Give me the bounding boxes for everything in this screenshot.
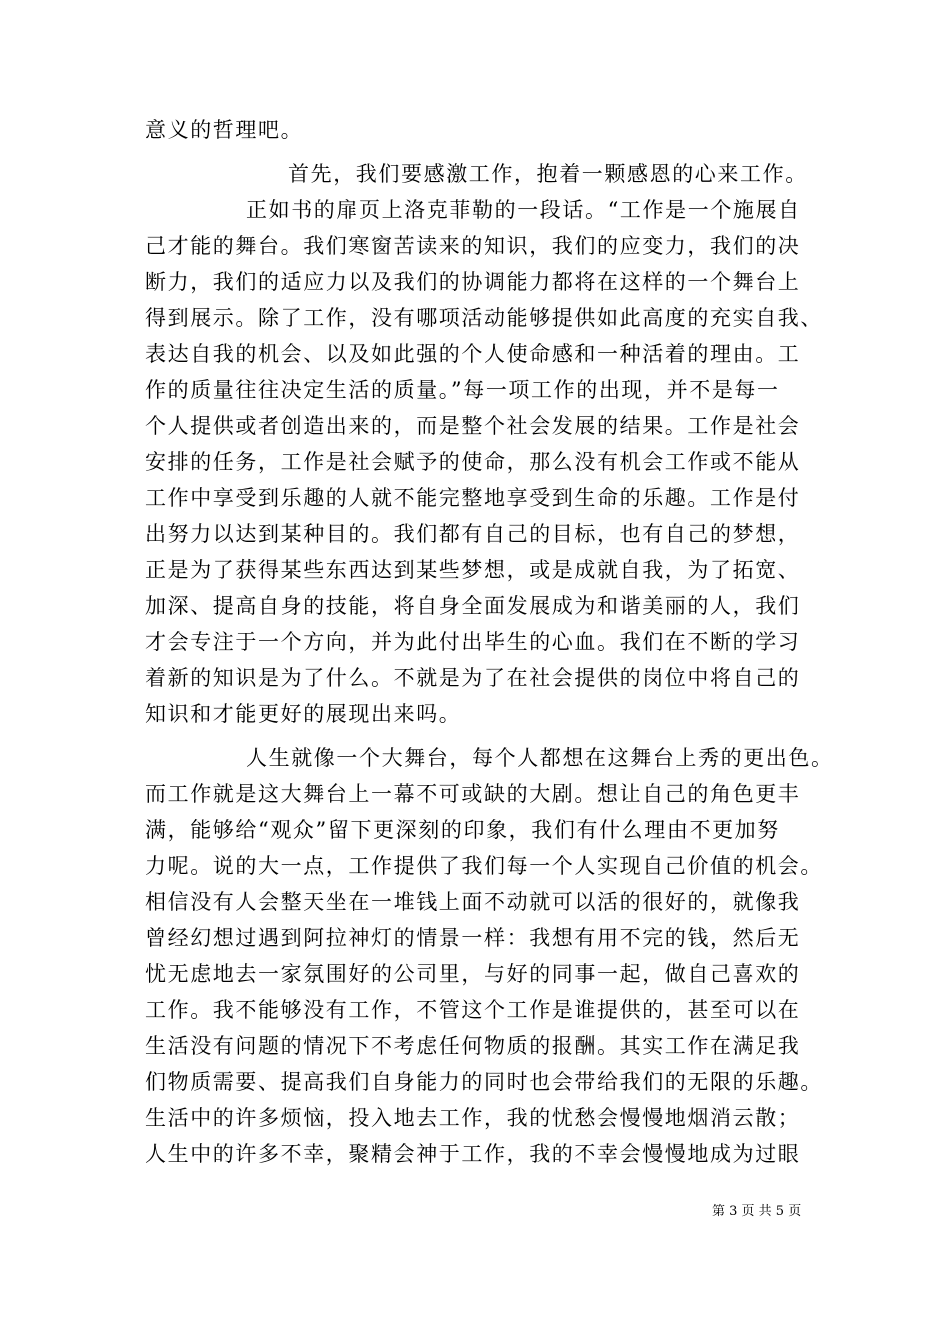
text-line: 而工作就是这大舞台上一幕不可或缺的大剧。想让自己的角色更丰 — [145, 782, 801, 806]
text-line: 出努力以达到某种目的。我们都有自己的目标，也有自己的梦想， — [145, 522, 801, 546]
page-number: 第 3 页 共 5 页 — [712, 1204, 802, 1219]
text-line: 己才能的舞台。我们寒窗苦读来的知识，我们的应变力，我们的决 — [145, 234, 801, 258]
text-line: 着新的知识是为了什么。不就是为了在社会提供的岗位中将自己的 — [145, 666, 801, 690]
text-line: 工作中享受到乐趣的人就不能完整地享受到生命的乐趣。工作是付 — [145, 486, 801, 510]
text-line: 加深、提高自身的技能，将自身全面发展成为和谐美丽的人，我们 — [145, 594, 801, 618]
text-line: 相信没有人会整天坐在一堆钱上面不动就可以活的很好的，就像我 — [145, 890, 801, 914]
text-line: 个人提供或者创造出来的，而是整个社会发展的结果。工作是社会 — [145, 414, 801, 438]
text-line: 才会专注于一个方向，并为此付出毕生的心血。我们在不断的学习 — [145, 630, 801, 654]
text-line: 人生中的许多不幸，聚精会神于工作，我的不幸会慢慢地成为过眼 — [145, 1142, 801, 1166]
text-line: 知识和才能更好的展现出来吗。 — [145, 702, 462, 726]
text-line: 作的质量往往决定生活的质量。”每一项工作的出现，并不是每一 — [145, 378, 780, 402]
text-line: 曾经幻想过遇到阿拉神灯的情景一样：我想有用不完的钱，然后无 — [145, 926, 801, 950]
text-line: 人生就像一个大舞台，每个人都想在这舞台上秀的更出色。 — [246, 746, 834, 770]
text-line: 们物质需要、提高我们自身能力的同时也会带给我们的无限的乐趣。 — [145, 1070, 823, 1094]
text-line: 满，能够给“观众”留下更深刻的印象，我们有什么理由不更加努 — [145, 818, 780, 842]
text-line: 生活没有问题的情况下不考虑任何物质的报酬。其实工作在满足我 — [145, 1034, 801, 1058]
text-line: 生活中的许多烦恼，投入地去工作，我的忧愁会慢慢地烟消云散； — [145, 1106, 801, 1130]
text-line: 工作。我不能够没有工作，不管这个工作是谁提供的，甚至可以在 — [145, 998, 801, 1022]
text-line: 得到展示。除了工作，没有哪项活动能够提供如此高度的充实自我、 — [145, 306, 823, 330]
text-line: 意义的哲理吧。 — [145, 118, 304, 142]
text-line: 断力，我们的适应力以及我们的协调能力都将在这样的一个舞台上 — [145, 270, 801, 294]
text-line: 忧无虑地去一家氛围好的公司里，与好的同事一起，做自己喜欢的 — [145, 962, 801, 986]
text-line: 首先，我们要感激工作，抱着一颗感恩的心来工作。 — [288, 162, 808, 186]
text-line: 正是为了获得某些东西达到某些梦想，或是成就自我，为了拓宽、 — [145, 558, 801, 582]
text-line: 力呢。说的大一点，工作提供了我们每一个人实现自己价值的机会。 — [145, 854, 823, 878]
text-line: 安排的任务，工作是社会赋予的使命，那么没有机会工作或不能从 — [145, 450, 801, 474]
text-line: 表达自我的机会、以及如此强的个人使命感和一种活着的理由。工 — [145, 342, 801, 366]
text-line: 正如书的扉页上洛克菲勒的一段话。“工作是一个施展自 — [246, 198, 801, 222]
